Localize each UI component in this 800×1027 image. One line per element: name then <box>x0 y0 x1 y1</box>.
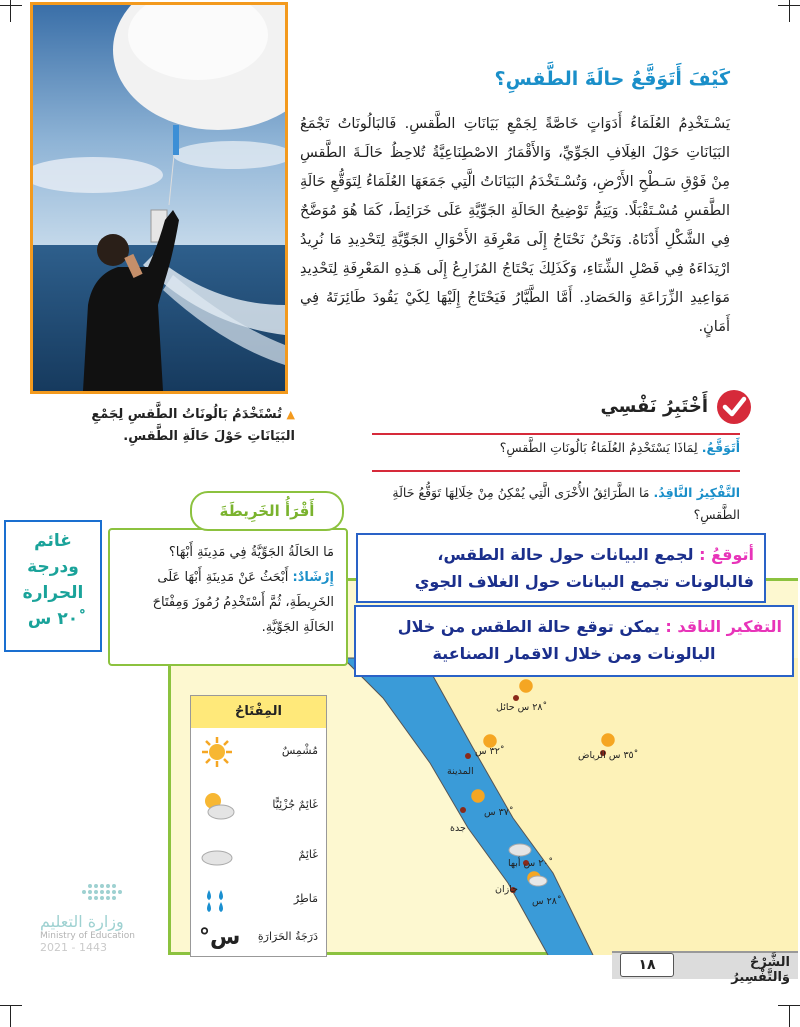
cloud-icon <box>199 838 235 874</box>
key-row-partly-cloudy: غَائِمٌ جُزْئِيًّا <box>191 786 326 826</box>
photo-caption: ▲ تُسْتَخْدَمُ بَالُونَاتُ الطَّقسِ لِجَمْعِ البَيَانَاتِ حَوْلَ حَالَةِ الطَّقسِ. <box>91 407 295 444</box>
key-row-sunny: مُشْمِسٌ <box>191 732 326 772</box>
answer-box-1: أتوقعُ : لجمع البيانات حول حالة الطقس، فالبالونات تجمع البيانات حول الغلاف الجوي <box>356 533 766 603</box>
city-jeddah: جدة <box>450 823 466 834</box>
question-text: لِمَاذَا يَسْتَخْدِمُ العُلَمَاءُ بَالُونَاتِ الطَّقسِ؟ <box>499 440 698 455</box>
page-number: ١٨ <box>620 953 674 977</box>
degree-celsius-icon: °س <box>199 925 241 950</box>
city-riyadh: ٣٥ْ س الرياض <box>578 750 634 761</box>
question-label: أَتَوَقَّعُ. <box>701 440 740 455</box>
divider <box>372 433 740 435</box>
rain-icon <box>199 882 235 918</box>
city-madinah: المدينة <box>447 766 474 777</box>
read-map-question: مَا الحَالَةُ الجَوِّيَّةُ فِي مَدِينَةِ أَبْهَا؟ <box>168 545 334 560</box>
caption-triangle-icon: ▲ <box>286 408 295 421</box>
city-abha: ٢٠ْ س أبها <box>508 858 549 869</box>
lesson-paragraph: يَسْـتَخْدِمُ العُلَمَاءُ أَدَوَاتٍ خَاصَّةً لِجَمْعِ بَيَانَاتِ الطَّقسِ. فَالبَالُونَاتُ تَجْمَعُ البَيَانَاتِ حَوْلَ الغِلَافِ الجَوِّيِّ، وَالأَقْمَارُ الاصْطِنَاعِيَّةُ تُلاحِظُ حَالَـةَ الطَّقسِ مِنْ فَوْقِ سَـطْحِ الأَرْضِ، وَتُسْـتَخْدَمُ البَيَانَاتُ الَّتِي جَمَعَهَا العُلَمَاءُ لِتَوَقُّعِ حَالَةِ الطَّقسِ مُسْـتَقْبَلًا. وَيَتِمُّ تَوْضِيحُ الحَالَةِ الجَوِّيَّةِ عَلَى خَرَائِطَ، كَمَا هُوَ مُوَضَّحٌ فِي الشَّكْلِ أَدْنَاهُ. وَنَحْنُ نَحْتَاجُ إِلَى مَعْرِفَةِ الأَحْوَالِ الجَوِّيَّةِ لِتَحْدِيدِ مَا نُرِيدُ ارْتِدَاءَهُ فِي فَصْلِ الشِّتَاءِ، وَكَذَلِكَ يَحْتَاجُ المُزَارِعُ إِلَى هَـذِهِ المَعْرِفَةِ لِتَحْدِيدِ مَوَاعِيدِ الزِّرَاعَةِ وَالحَصَادِ. أَمَّا الطَّيَّارُ فَيَحْتَاجُ إِلَيْهَا لِكَيْ يَقُودَ طَائِرَتَهُ فِي أَمَانٍ. <box>300 116 730 335</box>
weather-balloon-photo <box>30 2 288 394</box>
sun-icon <box>199 734 235 770</box>
ministry-dots-icon <box>40 882 130 908</box>
key-row-temperature: °س دَرَجَةُ الحَرَارَةِ <box>191 918 326 958</box>
answer-box-2: التفكير الناقد : يمكن توقع حالة الطقس من خلال البالونات ومن خلال الاقمار الصناعية <box>354 605 794 677</box>
city-jazan-temp: ٢٨ْ س <box>532 896 557 907</box>
ministry-logo: وزارة التعليم Ministry of Education 2021 - 1443 <box>40 882 170 972</box>
read-map-box <box>108 528 348 666</box>
answer-note: غائم ودرجة الحرارة ٢٠ْ س <box>4 520 102 652</box>
city-jeddah-temp: ٣٧ْ س <box>484 807 509 818</box>
city-hail: ٢٨ْ س حائل <box>496 702 543 713</box>
read-map-badge: أَقْرَأُ الخَرِيطَةَ <box>190 491 344 531</box>
self-check-title: أَخْتَبِرُ نَفْسِي <box>600 396 708 417</box>
self-check-question-2 <box>345 482 740 526</box>
key-row-cloudy: غَائِمٌ <box>191 836 326 876</box>
checkmark-icon <box>716 389 752 425</box>
lesson-title: كَيْفَ أَتَوَقَّعُ حالَةَ الطَّقسِ؟ <box>494 68 730 90</box>
question-label: التَّفْكِيرُ النَّاقِدُ. <box>653 485 740 500</box>
city-jazan: جازان <box>495 884 518 895</box>
partly-cloudy-icon <box>199 788 235 824</box>
city-madinah-temp: ٣٢ْ س <box>475 746 500 757</box>
read-map-hint: إِرْشَادٌ: أَبْحَثُ عَنْ مَدِينَةِ أَبْهَا عَلَى الخَرِيطَةِ، ثُمَّ أَسْتَخْدِمُ رُمُوزَ وَمِفْتَاحَ الحَالَةِ الجَوِّيَّةِ. <box>152 570 334 635</box>
footer-section-label: الشَّرْحُ وَالتَّفْسِيرُ <box>731 955 790 985</box>
question-text: مَا الطَّرَائِقُ الأُخْرَى الَّتِي يُمْكِنُ مِنْ خِلَالِهَا تَوَقُّعُ حَالَةِ الطَّقسِ؟ <box>392 485 740 522</box>
self-check-question-1 <box>370 440 740 455</box>
map-key-title: المِفْتَاحُ <box>191 696 326 728</box>
key-row-rain: مَاطِرٌ <box>191 880 326 920</box>
map-key <box>190 695 327 957</box>
divider <box>372 470 740 472</box>
